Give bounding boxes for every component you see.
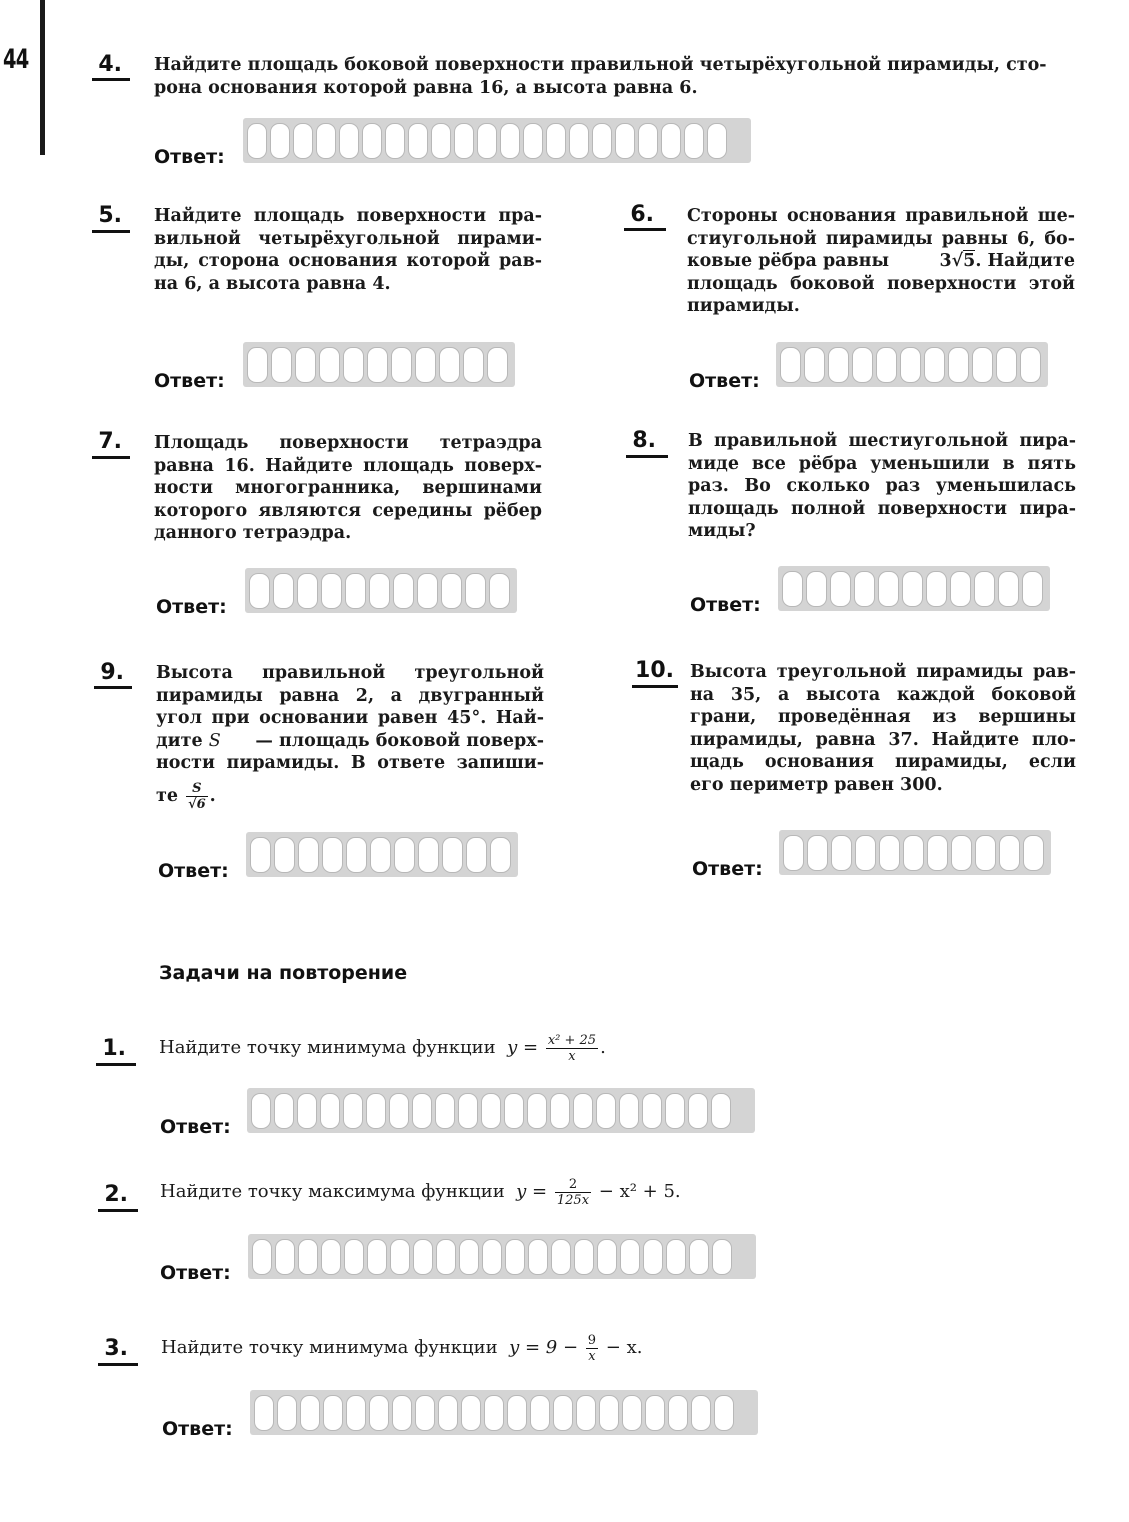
answer-cell[interactable]	[804, 347, 825, 383]
task-9-line-2: пирамиды равна 2, а двугранный	[156, 685, 544, 706]
task-6-radicand: 5	[963, 251, 976, 271]
task-4-line-2: рона основания которой равна 16, а высота равна 6.	[154, 77, 698, 98]
task-10-answer-field[interactable]	[779, 830, 1051, 875]
answer-cell[interactable]	[252, 1239, 272, 1275]
answer-cell[interactable]	[523, 123, 543, 159]
answer-cell[interactable]	[481, 1093, 501, 1129]
answer-cell[interactable]	[902, 571, 923, 607]
answer-cell[interactable]	[643, 1239, 663, 1275]
answer-cell[interactable]	[369, 1395, 389, 1431]
answer-cell[interactable]	[273, 573, 294, 609]
task-10-number: 10.	[635, 658, 674, 683]
answer-cell[interactable]	[645, 1395, 665, 1431]
task-9-fraction	[186, 781, 208, 812]
answer-cell[interactable]	[615, 123, 635, 159]
answer-cell[interactable]	[389, 1093, 409, 1129]
task-8-line-5: миды?	[688, 521, 756, 541]
answer-cell[interactable]	[507, 1395, 527, 1431]
review-2-rest: − x² + 5.	[598, 1181, 681, 1202]
answer-cell[interactable]	[431, 123, 451, 159]
task-9-fraction-denominator: √6	[188, 796, 206, 812]
task-10-text	[690, 661, 1076, 796]
task-9-line-6-word: те	[156, 785, 178, 806]
review-3-text	[161, 1326, 861, 1370]
task-10-line-3: грани, проведённая из вершины	[690, 707, 1076, 727]
answer-cell[interactable]	[319, 347, 340, 383]
task-8-number-underline	[626, 455, 668, 458]
answer-cell[interactable]	[461, 1395, 481, 1431]
review-3-answer-field[interactable]	[250, 1390, 758, 1435]
task-9-fraction-numerator: S	[186, 781, 208, 797]
answer-cell[interactable]	[550, 1093, 570, 1129]
answer-cell[interactable]	[926, 571, 947, 607]
answer-cell[interactable]	[948, 347, 969, 383]
task-6-line-3-text: ковые рёбра равны	[687, 251, 890, 271]
task-4-answer-field[interactable]	[243, 118, 751, 163]
answer-cell[interactable]	[780, 347, 801, 383]
answer-cell[interactable]	[275, 1239, 295, 1275]
task-8-line-4: площадь полной поверхности пира-	[688, 498, 1076, 519]
task-9-number: 9.	[100, 660, 124, 685]
task-7-text	[154, 432, 542, 545]
task-6-line-2: стиугольной пирамиды равны 6, бо-	[687, 228, 1075, 249]
answer-cell[interactable]	[599, 1395, 619, 1431]
answer-cell[interactable]	[391, 347, 412, 383]
answer-cell[interactable]	[878, 571, 899, 607]
answer-cell[interactable]	[830, 571, 851, 607]
answer-cell[interactable]	[274, 837, 295, 873]
answer-cell[interactable]	[642, 1093, 662, 1129]
task-10-line-4: пирамиды, равна 37. Найдите пло-	[690, 729, 1076, 750]
task-5-number-underline	[92, 230, 130, 233]
answer-cell[interactable]	[592, 123, 612, 159]
answer-cell[interactable]	[527, 1093, 547, 1129]
answer-cell[interactable]	[435, 1093, 455, 1129]
answer-cell[interactable]	[482, 1239, 502, 1275]
review-3-fraction-denominator: x	[588, 1348, 596, 1364]
task-9-text	[156, 662, 544, 812]
task-8-answer-field[interactable]	[778, 566, 1050, 611]
review-3-function-lhs: y = 9 −	[509, 1337, 579, 1358]
answer-cell[interactable]	[707, 123, 727, 159]
answer-cell[interactable]	[622, 1395, 642, 1431]
answer-cell[interactable]	[392, 1395, 412, 1431]
task-7-line-3: ности многогранника, вершинами	[154, 478, 542, 498]
answer-cell[interactable]	[415, 1395, 435, 1431]
answer-cell[interactable]	[465, 573, 486, 609]
review-1-fraction	[546, 1033, 598, 1064]
review-1-text	[159, 1026, 859, 1070]
task-4-number: 4.	[98, 52, 122, 77]
answer-cell[interactable]	[367, 347, 388, 383]
answer-cell[interactable]	[974, 571, 995, 607]
answer-cell[interactable]	[412, 1093, 432, 1129]
answer-cell[interactable]	[668, 1395, 688, 1431]
answer-cell[interactable]	[297, 573, 318, 609]
answer-cell[interactable]	[321, 573, 342, 609]
answer-cell[interactable]	[996, 347, 1017, 383]
answer-cell[interactable]	[574, 1239, 594, 1275]
answer-cell[interactable]	[295, 347, 316, 383]
answer-cell[interactable]	[274, 1093, 294, 1129]
answer-cell[interactable]	[322, 837, 343, 873]
answer-cell[interactable]	[1020, 347, 1041, 383]
answer-cell[interactable]	[807, 835, 828, 871]
task-7-line-2: равна 16. Найдите площадь поверх-	[154, 455, 542, 476]
task-6-line-4: площадь боковой поверхности этой	[687, 273, 1075, 294]
task-10-line-2: на 35, а высота каждой боковой	[690, 684, 1076, 705]
review-3-number-underline	[98, 1363, 138, 1366]
task-7-line-4: которого являются середины рёбер	[154, 500, 542, 521]
review-2-text	[160, 1170, 860, 1214]
answer-cell[interactable]	[711, 1093, 731, 1129]
answer-cell[interactable]	[390, 1239, 410, 1275]
answer-cell[interactable]	[999, 835, 1020, 871]
task-9-line-1: Высота правильной треугольной	[156, 663, 544, 683]
answer-cell[interactable]	[362, 123, 382, 159]
task-9-fraction-radicand: 6	[196, 796, 206, 812]
answer-cell[interactable]	[346, 837, 367, 873]
task-6-answer-field[interactable]	[776, 342, 1048, 387]
answer-cell[interactable]	[490, 837, 511, 873]
task-8-text	[688, 430, 1076, 543]
answer-cell[interactable]	[487, 347, 508, 383]
task-9-line-4	[156, 730, 544, 753]
review-3-number: 3.	[104, 1336, 128, 1361]
answer-cell[interactable]	[339, 123, 359, 159]
task-7-line-5: данного тетраэдра.	[154, 523, 352, 543]
task-9-line-5: ности пирамиды. В ответе запиши-	[156, 753, 544, 773]
answer-cell[interactable]	[528, 1239, 548, 1275]
answer-cell[interactable]	[569, 123, 589, 159]
task-4-answer-label: Ответ:	[154, 146, 225, 168]
review-3-answer-label: Ответ:	[162, 1418, 233, 1440]
task-5-answer-label: Ответ:	[154, 370, 225, 392]
task-7-line-1: Площадь поверхности тетраэдра	[154, 433, 542, 453]
answer-cell[interactable]	[573, 1093, 593, 1129]
review-2-answer-field[interactable]	[248, 1234, 756, 1279]
answer-cell[interactable]	[442, 837, 463, 873]
answer-cell[interactable]	[251, 1093, 271, 1129]
task-10-number-underline	[632, 685, 678, 688]
answer-cell[interactable]	[454, 123, 474, 159]
task-9-answer-label: Ответ:	[158, 860, 229, 882]
task-9-number-underline	[94, 686, 132, 689]
answer-cell[interactable]	[783, 835, 804, 871]
answer-cell[interactable]	[344, 1239, 364, 1275]
review-1-prompt: Найдите точку минимума функции	[159, 1037, 496, 1058]
task-8-number: 8.	[632, 428, 656, 453]
task-5-line-4: на 6, а высота равна 4.	[154, 273, 391, 294]
answer-cell[interactable]	[782, 571, 803, 607]
answer-cell[interactable]	[366, 1093, 386, 1129]
answer-cell[interactable]	[439, 347, 460, 383]
review-section-title: Задачи на повторение	[159, 962, 408, 984]
answer-cell[interactable]	[321, 1239, 341, 1275]
answer-cell[interactable]	[998, 571, 1019, 607]
answer-cell[interactable]	[879, 835, 900, 871]
answer-cell[interactable]	[689, 1239, 709, 1275]
answer-cell[interactable]	[855, 835, 876, 871]
task-5-line-3: ды, сторона основания которой рав-	[154, 251, 542, 271]
review-3-fraction-numerator: 9	[587, 1332, 597, 1348]
answer-cell[interactable]	[1022, 571, 1043, 607]
task-8-line-1: В правильной шестиугольной пира-	[688, 431, 1076, 451]
review-2-number-underline	[98, 1209, 138, 1212]
task-9-line-6	[156, 781, 544, 812]
answer-cell[interactable]	[597, 1239, 617, 1275]
answer-cell[interactable]	[712, 1239, 732, 1275]
review-1-fraction-numerator: x² + 25	[547, 1032, 597, 1048]
answer-cell[interactable]	[370, 837, 391, 873]
review-2-fraction-numerator: 2	[555, 1177, 591, 1193]
task-7-answer-field[interactable]	[245, 568, 517, 613]
answer-cell[interactable]	[665, 1093, 685, 1129]
answer-cell[interactable]	[247, 123, 267, 159]
answer-cell[interactable]	[369, 573, 390, 609]
task-8-line-3: раз. Во сколько раз уменьшилась	[688, 476, 1076, 496]
answer-cell[interactable]	[250, 837, 271, 873]
answer-cell[interactable]	[408, 123, 428, 159]
answer-cell[interactable]	[417, 573, 438, 609]
task-5-text	[154, 205, 542, 295]
answer-cell[interactable]	[346, 1395, 366, 1431]
answer-cell[interactable]	[951, 835, 972, 871]
task-10-answer-label: Ответ:	[692, 858, 763, 880]
task-6-line-3-end: . Найдите	[975, 251, 1075, 271]
task-4-line-1: Найдите площадь боковой поверхности правильной четырёхугольной пирамиды, сто-	[154, 55, 1047, 75]
answer-cell[interactable]	[323, 1395, 343, 1431]
answer-cell[interactable]	[394, 837, 415, 873]
task-9-line-3: угол при основании равен 45°. Най-	[156, 708, 544, 728]
answer-cell[interactable]	[530, 1395, 550, 1431]
task-6-line-5: пирамиды.	[687, 296, 800, 316]
answer-cell[interactable]	[975, 835, 996, 871]
answer-cell[interactable]	[297, 1093, 317, 1129]
answer-cell[interactable]	[504, 1093, 524, 1129]
answer-cell[interactable]	[441, 573, 462, 609]
answer-cell[interactable]	[484, 1395, 504, 1431]
task-7-number-underline	[92, 456, 130, 459]
task-7-answer-label: Ответ:	[156, 596, 227, 618]
answer-cell[interactable]	[831, 835, 852, 871]
task-6-answer-label: Ответ:	[689, 370, 760, 392]
answer-cell[interactable]	[638, 123, 658, 159]
answer-cell[interactable]	[271, 347, 292, 383]
answer-cell[interactable]	[438, 1395, 458, 1431]
task-9-line-6-end: .	[209, 785, 216, 806]
answer-cell[interactable]	[661, 123, 681, 159]
task-6-line-3	[687, 250, 1075, 273]
answer-cell[interactable]	[343, 1093, 363, 1129]
task-6-number-underline	[624, 228, 666, 231]
answer-cell[interactable]	[385, 123, 405, 159]
answer-cell[interactable]	[546, 123, 566, 159]
answer-cell[interactable]	[463, 347, 484, 383]
task-9-answer-field[interactable]	[246, 832, 518, 877]
answer-cell[interactable]	[551, 1239, 571, 1275]
answer-cell[interactable]	[854, 571, 875, 607]
task-5-answer-field[interactable]	[243, 342, 515, 387]
answer-cell[interactable]	[924, 347, 945, 383]
answer-cell[interactable]	[489, 573, 510, 609]
margin-rule	[40, 0, 45, 155]
task-10-line-5: щадь основания пирамиды, если	[690, 752, 1076, 772]
review-1-number: 1.	[102, 1036, 126, 1061]
task-8-line-2: миде все рёбра уменьшили в пять	[688, 453, 1076, 474]
answer-cell[interactable]	[459, 1239, 479, 1275]
answer-cell[interactable]	[247, 347, 268, 383]
answer-cell[interactable]	[436, 1239, 456, 1275]
review-3-fraction	[586, 1333, 598, 1364]
answer-cell[interactable]	[691, 1395, 711, 1431]
task-6-number: 6.	[630, 202, 654, 227]
answer-cell[interactable]	[852, 347, 873, 383]
task-7-number: 7.	[98, 429, 122, 454]
answer-cell[interactable]	[320, 1093, 340, 1129]
review-3-prompt: Найдите точку минимума функции	[161, 1337, 498, 1358]
answer-cell[interactable]	[345, 573, 366, 609]
task-6-root-coefficient: 3	[939, 251, 952, 271]
answer-cell[interactable]	[903, 835, 924, 871]
answer-cell[interactable]	[806, 571, 827, 607]
review-3-rest: − x.	[605, 1337, 643, 1358]
answer-cell[interactable]	[270, 123, 290, 159]
review-2-answer-label: Ответ:	[160, 1262, 231, 1284]
answer-cell[interactable]	[249, 573, 270, 609]
answer-cell[interactable]	[688, 1093, 708, 1129]
task-5-line-2: вильной четырёхугольной пирами-	[154, 228, 542, 249]
answer-cell[interactable]	[828, 347, 849, 383]
review-2-fraction-denominator: 125x	[556, 1192, 590, 1208]
answer-cell[interactable]	[277, 1395, 297, 1431]
answer-cell[interactable]	[684, 123, 704, 159]
answer-cell[interactable]	[300, 1395, 320, 1431]
task-4-number-underline	[92, 78, 130, 81]
answer-cell[interactable]	[458, 1093, 478, 1129]
answer-cell[interactable]	[1023, 835, 1044, 871]
answer-cell[interactable]	[477, 123, 497, 159]
task-6-line-1: Стороны основания правильной ше-	[687, 206, 1075, 226]
task-9-line-4-word: дите	[156, 730, 203, 751]
task-4-text	[154, 54, 1076, 99]
answer-cell[interactable]	[900, 347, 921, 383]
answer-cell[interactable]	[666, 1239, 686, 1275]
answer-cell[interactable]	[576, 1395, 596, 1431]
answer-cell[interactable]	[714, 1395, 734, 1431]
answer-cell[interactable]	[298, 837, 319, 873]
answer-cell[interactable]	[254, 1395, 274, 1431]
answer-cell[interactable]	[972, 347, 993, 383]
task-9-line-4-end: — площадь боковой поверх-	[255, 730, 544, 751]
task-6-edge-length: 3√5. Найдите	[939, 251, 1075, 271]
review-1-end: .	[600, 1037, 606, 1058]
task-9-line-4-start	[156, 730, 221, 753]
task-5-number: 5.	[98, 203, 122, 228]
answer-cell[interactable]	[418, 837, 439, 873]
review-2-fraction	[555, 1177, 591, 1208]
task-8-answer-label: Ответ:	[690, 594, 761, 616]
task-10-line-1: Высота треугольной пирамиды рав-	[690, 662, 1076, 682]
review-2-number: 2.	[104, 1182, 128, 1207]
review-1-fraction-denominator: x	[568, 1048, 576, 1064]
answer-cell[interactable]	[596, 1093, 616, 1129]
answer-cell[interactable]	[293, 123, 313, 159]
task-6-text	[687, 205, 1075, 318]
answer-cell[interactable]	[620, 1239, 640, 1275]
review-2-function-lhs: y =	[516, 1181, 548, 1202]
answer-cell[interactable]	[367, 1239, 387, 1275]
answer-cell[interactable]	[950, 571, 971, 607]
answer-cell[interactable]	[413, 1239, 433, 1275]
review-2-prompt: Найдите точку максимума функции	[160, 1181, 505, 1202]
answer-cell[interactable]	[876, 347, 897, 383]
answer-cell[interactable]	[466, 837, 487, 873]
review-1-number-underline	[96, 1063, 136, 1066]
answer-cell[interactable]	[927, 835, 948, 871]
review-1-answer-field[interactable]	[247, 1088, 755, 1133]
answer-cell[interactable]	[415, 347, 436, 383]
answer-cell[interactable]	[316, 123, 336, 159]
task-9-variable-s: S	[208, 730, 221, 751]
page-number: 44	[3, 44, 29, 75]
review-1-answer-label: Ответ:	[160, 1116, 231, 1138]
answer-cell[interactable]	[553, 1395, 573, 1431]
task-5-line-1: Найдите площадь поверхности пра-	[154, 206, 542, 226]
answer-cell[interactable]	[298, 1239, 318, 1275]
answer-cell[interactable]	[505, 1239, 525, 1275]
answer-cell[interactable]	[393, 573, 414, 609]
answer-cell[interactable]	[500, 123, 520, 159]
answer-cell[interactable]	[343, 347, 364, 383]
task-10-line-6: его периметр равен 300.	[690, 774, 943, 795]
answer-cell[interactable]	[619, 1093, 639, 1129]
review-1-function-lhs: y =	[507, 1037, 539, 1058]
